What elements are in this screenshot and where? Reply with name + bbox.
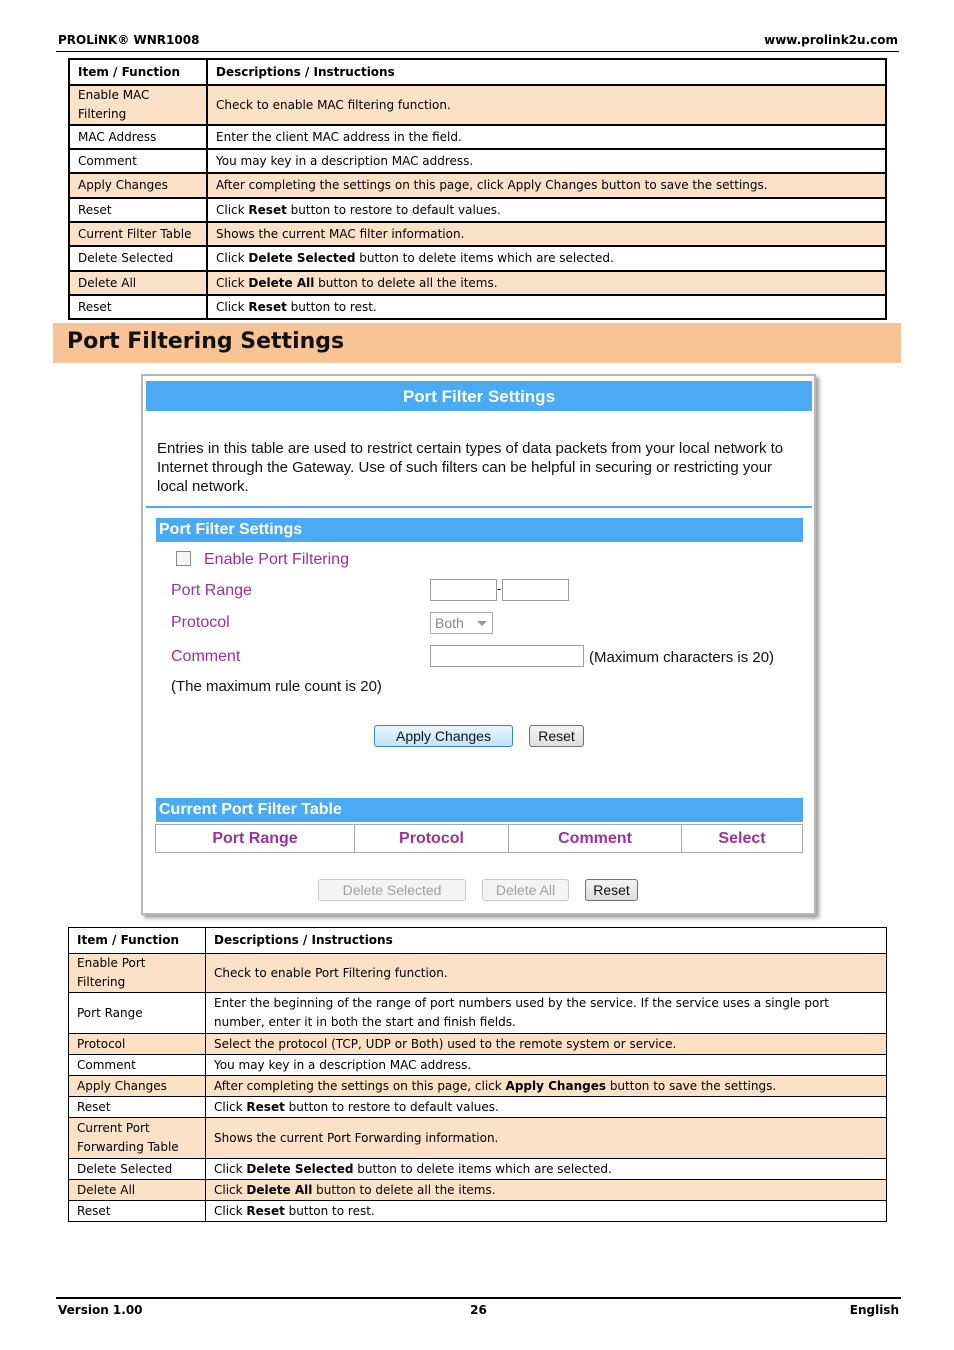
description-bold-text: Reset <box>248 299 287 314</box>
description-cell <box>206 1097 887 1118</box>
description-cell <box>207 149 886 173</box>
description-cell <box>206 1034 887 1055</box>
description-text: Click <box>214 1161 247 1176</box>
table-row <box>69 246 886 271</box>
description-text: button to restore to default values. <box>284 1099 499 1114</box>
description-text: Click <box>216 202 249 217</box>
description-text: Click <box>216 275 249 290</box>
column-header-item: Item / Function <box>69 928 206 954</box>
enable-port-filtering-label: Enable Port Filtering <box>204 551 349 568</box>
item-cell: Enable MAC Filtering <box>69 85 207 125</box>
table-row <box>69 222 886 246</box>
description-text: Click <box>216 251 249 265</box>
table-header-select: Select <box>681 824 803 853</box>
description-text: Click <box>214 1099 247 1114</box>
item-cell: Apply Changes <box>69 1076 206 1097</box>
item-cell: Protocol <box>69 1034 206 1055</box>
table-header-protocol: Protocol <box>354 824 509 853</box>
item-cell: Comment <box>69 1055 206 1076</box>
port-filter-table <box>68 927 887 1222</box>
description-text: After completing the settings on this page, click <box>214 1078 506 1093</box>
item-cell: Reset <box>69 295 207 319</box>
screenshot-title-bar <box>146 381 812 411</box>
table-header-port-range: Port Range <box>155 824 355 853</box>
description-text: button to rest. <box>284 1203 375 1218</box>
protocol-label: Protocol <box>171 614 230 631</box>
table-header-comment: Comment <box>508 824 682 853</box>
mac-filter-table <box>68 58 887 320</box>
item-cell: Delete Selected <box>69 1159 206 1180</box>
router-ui-screenshot <box>141 374 816 915</box>
comment-hint: (Maximum characters is 20) <box>589 649 775 666</box>
description-bold-text: Apply Changes <box>505 1078 606 1093</box>
description-text: Enter the client MAC address in the field. <box>216 129 462 144</box>
description-text: button to rest. <box>286 299 377 314</box>
table-row <box>69 125 886 149</box>
description-cell <box>207 125 886 149</box>
port-range-end-input[interactable] <box>502 579 569 601</box>
section-heading <box>53 323 901 363</box>
table-row <box>69 1097 887 1118</box>
description-cell <box>207 198 886 222</box>
table-row <box>69 271 886 295</box>
table-row <box>69 1034 887 1055</box>
item-cell: Port Range <box>69 993 206 1034</box>
table-row <box>69 1076 887 1097</box>
column-header-item: Item / Function <box>69 59 207 85</box>
table-row <box>69 993 887 1034</box>
product-name: PROLiNK® WNR1008 <box>58 33 200 47</box>
item-cell: Current Filter Table <box>69 222 207 246</box>
item-cell: Enable Port Filtering <box>69 954 206 993</box>
description-bold-text: Delete Selected <box>246 1161 354 1176</box>
description-text: button to delete all the items. <box>312 1182 496 1197</box>
comment-label: Comment <box>171 648 241 665</box>
table-row <box>69 954 887 993</box>
description-text: Click <box>214 1203 247 1218</box>
description-text: You may key in a description MAC address. <box>214 1057 472 1072</box>
description-text: After completing the settings on this page, click Apply Changes button to save the settings. <box>216 178 768 192</box>
item-cell: Reset <box>69 1201 206 1222</box>
intro-text: Entries in this table are used to restrict certain types of data packets from your local network to Internet through the Gateway. Use of such filters can be helpful in securing or restricting your local network. <box>157 440 784 495</box>
description-cell <box>206 1180 887 1201</box>
table-row <box>69 149 886 173</box>
description-bold-text: Delete Selected <box>248 251 356 265</box>
screenshot-title: Port Filter Settings <box>402 387 556 406</box>
rule-count-note: (The maximum rule count is 20) <box>171 678 382 695</box>
section-title: Port Filtering Settings <box>67 329 345 354</box>
item-cell: Delete Selected <box>69 246 207 271</box>
table-row <box>69 1180 887 1201</box>
description-cell <box>206 1055 887 1076</box>
reset-table-button[interactable]: Reset <box>585 879 638 901</box>
item-cell: MAC Address <box>69 125 207 149</box>
chevron-down-icon <box>477 621 487 626</box>
port-range-label: Port Range <box>171 582 252 599</box>
delete-selected-button[interactable]: Delete Selected <box>318 879 466 901</box>
description-cell <box>207 173 886 198</box>
description-cell <box>207 271 886 295</box>
table-row <box>69 85 886 125</box>
page-footer <box>56 1297 901 1319</box>
filter-table-title: Current Port Filter Table <box>159 801 342 818</box>
item-cell: Comment <box>69 149 207 173</box>
item-cell: Delete All <box>69 271 207 295</box>
description-cell <box>207 222 886 246</box>
protocol-select[interactable] <box>430 612 493 634</box>
delete-all-button[interactable]: Delete All <box>482 879 569 901</box>
item-cell: Delete All <box>69 1180 206 1201</box>
item-cell: Reset <box>69 198 207 222</box>
description-text: Select the protocol (TCP, UDP or Both) used to the remote system or service. <box>214 1036 677 1051</box>
description-text: Shows the current Port Forwarding information. <box>214 1130 499 1145</box>
table-row <box>69 1055 887 1076</box>
settings-bar <box>156 518 803 542</box>
website-url: www.prolink2u.com <box>764 33 898 47</box>
filter-table-bar <box>156 798 803 822</box>
description-bold-text: Reset <box>248 202 287 217</box>
description-cell <box>206 954 887 993</box>
description-cell <box>206 1201 887 1222</box>
table-row <box>69 295 886 319</box>
description-text: Enter the beginning of the range of port numbers used by the service. If the service uses a single port number, enter it in both the start and finish fields. <box>214 996 829 1029</box>
description-bold-text: Reset <box>246 1203 285 1218</box>
description-text: button to delete items which are selected. <box>355 251 614 265</box>
language-label: English <box>849 1303 899 1317</box>
description-text: button to delete items which are selected. <box>353 1161 612 1176</box>
table-row <box>69 1118 887 1159</box>
enable-port-filtering-checkbox[interactable] <box>176 551 191 566</box>
comment-input[interactable] <box>430 645 584 667</box>
description-cell <box>206 1076 887 1097</box>
table-row <box>69 1201 887 1222</box>
item-cell: Apply Changes <box>69 173 207 198</box>
column-header-description: Descriptions / Instructions <box>207 59 886 85</box>
description-text: Click <box>214 1182 247 1197</box>
description-text: button to restore to default values. <box>286 202 501 217</box>
reset-button[interactable]: Reset <box>529 725 584 747</box>
description-text: button to save the settings. <box>606 1078 777 1093</box>
page-number: 26 <box>470 1303 487 1317</box>
description-text: button to delete all the items. <box>314 275 498 290</box>
divider <box>146 506 812 508</box>
description-bold-text: Delete All <box>246 1182 313 1197</box>
protocol-value: Both <box>435 615 464 631</box>
description-cell <box>207 246 886 271</box>
description-text: You may key in a description MAC address. <box>216 153 474 168</box>
port-range-start-input[interactable] <box>430 579 497 601</box>
description-bold-text: Delete All <box>248 275 315 290</box>
page-header <box>56 33 899 52</box>
description-bold-text: Reset <box>246 1099 285 1114</box>
description-text: Click <box>216 299 249 314</box>
port-range-separator: - <box>497 581 502 596</box>
apply-changes-button[interactable]: Apply Changes <box>374 725 513 747</box>
table-row <box>69 1159 887 1180</box>
table-row <box>69 173 886 198</box>
description-text: Check to enable Port Filtering function. <box>214 965 448 980</box>
description-cell <box>206 993 887 1034</box>
description-cell <box>207 85 886 125</box>
item-cell: Current Port Forwarding Table <box>69 1118 206 1159</box>
description-cell <box>206 1118 887 1159</box>
description-text: Shows the current MAC filter information. <box>216 226 465 241</box>
description-text: Check to enable MAC filtering function. <box>216 97 451 112</box>
version-label: Version 1.00 <box>58 1303 143 1317</box>
table-row <box>69 198 886 222</box>
column-header-description: Descriptions / Instructions <box>206 928 887 954</box>
description-cell <box>206 1159 887 1180</box>
description-cell <box>207 295 886 319</box>
settings-bar-title: Port Filter Settings <box>159 521 303 538</box>
item-cell: Reset <box>69 1097 206 1118</box>
